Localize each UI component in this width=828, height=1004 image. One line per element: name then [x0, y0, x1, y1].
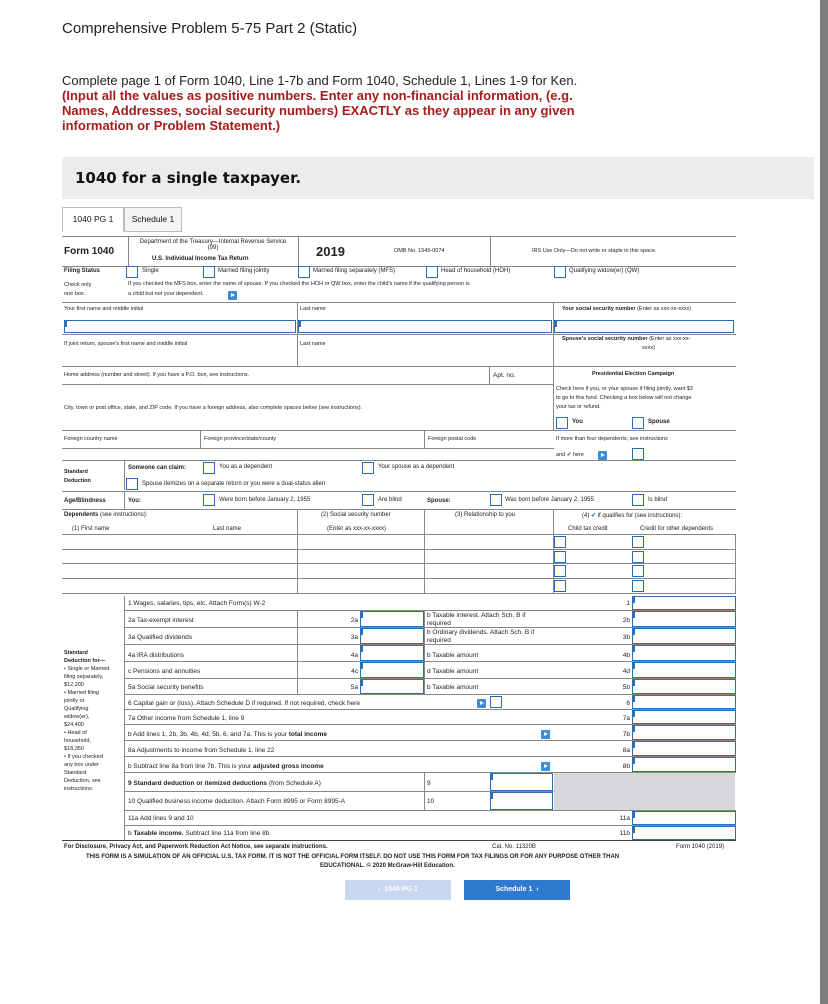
line-2a-number: 2a: [350, 617, 358, 624]
spouse-dependent-checkbox[interactable]: [362, 462, 374, 474]
instructions: [62, 73, 622, 133]
line-11b-letter: b: [128, 830, 132, 837]
first-name-label: Your first name and middle initial: [64, 306, 144, 312]
standard-deduction-label-2: Deduction: [64, 478, 91, 484]
simulation-notice: THIS FORM IS A SIMULATION OF AN OFFICIAL U.S. TAX FORM. IT IS NOT THE OFFICIAL FORM ITSELF. DO NOT USE THIS FORM FOR TAX FILINGS OR FOR ANY PURPOSE OTHER THAN: [86, 854, 620, 860]
line-11a-label: 11a Add lines 9 and 10: [128, 815, 194, 822]
irs-use-only: IRS Use Only—Do not write or staple in this space.: [532, 248, 657, 254]
dependents-check-here: [556, 452, 584, 458]
line-3a-label: 3a Qualified dividends: [128, 634, 192, 641]
line-8a-label: 8a Adjustments to income from Schedule 1, line 22: [128, 747, 275, 754]
copyright-notice: EDUCATIONAL. © 2020 McGraw-Hill Education.: [320, 863, 455, 869]
age-blindness-label: Age/Blindness: [64, 498, 106, 504]
ctc-checkbox-3[interactable]: [554, 565, 566, 577]
mfs-checkbox[interactable]: [298, 266, 310, 278]
filing-status-label: Filing Status: [64, 268, 100, 274]
tab-schedule-1[interactable]: Schedule 1: [124, 207, 182, 232]
side-line: Qualifying: [64, 706, 89, 712]
checkmark-icon: ✔: [566, 452, 572, 458]
spouse-last-name-label: Last name: [300, 341, 326, 347]
line-2b-number: 2b: [622, 617, 630, 624]
foreign-postal-label: Foreign postal code: [428, 436, 477, 442]
line-11a-number: 11a: [619, 815, 630, 822]
dependents-see-instructions: (see instructions):: [100, 512, 148, 518]
shaded-area: [554, 773, 735, 810]
age-you-label: You:: [128, 498, 141, 504]
instruction-text: Complete page 1 of Form 1040, Line 1-7b and Form 1040, Schedule 1, Lines 1-9 for Ken.: [62, 73, 578, 88]
dep-qualifies-header: [582, 512, 682, 519]
you-born-before-checkbox[interactable]: [203, 494, 215, 506]
ssn-label: [562, 306, 691, 312]
ctc-checkbox-2[interactable]: [554, 551, 566, 563]
total-income-text: total income: [288, 731, 327, 738]
spouse-ssn-hint: (Enter as xxx-xx-: [649, 336, 691, 342]
line-4b-label: b Taxable amount: [427, 652, 479, 659]
dep-ssn-header: (2) Social security number: [321, 512, 391, 518]
dependents-label-text: Dependents: [64, 512, 99, 518]
foreign-country-label: Foreign country name: [64, 436, 118, 442]
line-3b-input[interactable]: [632, 628, 736, 644]
ctc-checkbox-1[interactable]: [554, 536, 566, 548]
side-line: household,: [64, 738, 91, 744]
prev-button[interactable]: [345, 880, 451, 900]
line-8b-number: 8b: [622, 763, 630, 770]
line-11a-input[interactable]: [632, 811, 736, 825]
campaign-note-2: to go to this fund. Checking a box below will not change: [556, 395, 692, 401]
line-4c-label: c Pensions and annuities: [128, 668, 201, 675]
omb-number: OMB No. 1545-0074: [394, 248, 445, 254]
spouse-itemizes-label: Spouse itemizes on a separate return or you were a dual-status alien: [142, 481, 326, 487]
chevron-right-icon: ›: [536, 886, 539, 893]
you-dependent-label: You as a dependent: [219, 464, 273, 470]
line-7a-number: 7a: [622, 715, 630, 722]
line-2b-input[interactable]: [632, 611, 736, 627]
mfs-label: Married filing separately (MFS): [313, 268, 396, 274]
last-name-input[interactable]: [298, 320, 552, 333]
line-4d-input[interactable]: [632, 662, 736, 678]
line-2b-label: b Taxable interest. Attach Sch. B if: [427, 612, 526, 619]
here-text: here: [572, 452, 584, 458]
cod-checkbox-4[interactable]: [632, 580, 644, 592]
line-3a-number: 3a: [350, 634, 358, 641]
form-dept: Department of the Treasury—Internal Revenue Service (99): [139, 239, 287, 251]
side-line: • Head of: [64, 730, 87, 736]
more-dependents-note: If more than four dependents, see instructions: [556, 436, 668, 442]
line-3b-required: required: [427, 637, 451, 644]
city-label: City, town or post office, state, and ZIP code. If you have a foreign address, also complete spaces below (see instructions).: [64, 405, 363, 411]
dep-ssn-format: (Enter as xxx-xx-xxxx): [327, 526, 387, 532]
expand-icon[interactable]: [541, 730, 550, 739]
line-9-input[interactable]: [490, 773, 553, 791]
more-dependents-checkbox[interactable]: [632, 448, 644, 460]
spouse-ssn-label-text: Spouse's social security number: [562, 336, 648, 342]
dep-col4-text: if qualifies for (see instructions):: [597, 513, 683, 519]
spouse-blind-label: Is blind: [648, 497, 668, 503]
standard-deduction-sidebar: [64, 649, 124, 793]
expand-icon[interactable]: [477, 699, 486, 708]
line-1-label: 1 Wages, salaries, tips, etc. Attach Form(s) W-2: [128, 600, 266, 607]
campaign-you-label: You: [572, 419, 583, 425]
agi-text: adjusted gross income: [252, 763, 324, 770]
side-line: Standard: [64, 650, 88, 656]
line-4c-input[interactable]: [360, 662, 424, 678]
first-name-input[interactable]: [64, 320, 296, 333]
expand-icon[interactable]: [228, 291, 237, 300]
qw-checkbox[interactable]: [554, 266, 566, 278]
line-8a-input[interactable]: [632, 741, 736, 756]
last-name-label: Last name: [300, 306, 326, 312]
next-button[interactable]: [464, 880, 570, 900]
home-address-label: Home address (number and street). If you have a P.O. box, see instructions.: [64, 372, 250, 378]
line-8b-label: [128, 763, 324, 770]
you-born-before-label: Were born before January 2, 1955: [219, 497, 311, 503]
line-4c-number: 4c: [351, 668, 358, 675]
child-tax-credit-header: Child tax credit: [568, 526, 608, 532]
line-1-number: 1: [626, 600, 630, 607]
line-7a-label: 7a Other income from Schedule 1, line 9: [128, 715, 245, 722]
line-2a-input[interactable]: [360, 611, 424, 627]
line-9-label: [128, 780, 321, 787]
campaign-note-1: Check here if you, or your spouse if filing jointly, want $3: [556, 386, 693, 392]
line-10-label: 10 Qualified business income deduction. Attach Form 8995 or Form 8995-A: [128, 798, 346, 805]
mfj-checkbox[interactable]: [203, 266, 215, 278]
side-line: • If you checked: [64, 754, 103, 760]
side-line: jointly or: [64, 698, 85, 704]
you-dependent-checkbox[interactable]: [203, 462, 215, 474]
foreign-province-label: Foreign province/state/county: [204, 436, 277, 442]
line-5a-input[interactable]: [360, 679, 424, 694]
check-only-label: Check only: [64, 282, 92, 288]
line-3b-label: b Ordinary dividends. Attach Sch. B if: [427, 629, 535, 636]
line-7b-number: 7b: [622, 731, 630, 738]
scrollbar[interactable]: [820, 0, 828, 1004]
line-4b-number: 4b: [622, 652, 630, 659]
chevron-left-icon: ‹: [378, 886, 381, 893]
side-line: any box under: [64, 762, 99, 768]
line-6-input[interactable]: [632, 695, 736, 709]
section-title: 1040 for a single taxpayer.: [75, 169, 302, 187]
ctc-checkbox-4[interactable]: [554, 580, 566, 592]
campaign-you-checkbox[interactable]: [556, 417, 568, 429]
line-4a-number: 4a: [350, 652, 358, 659]
side-line: filing separately,: [64, 674, 104, 680]
spouse-itemizes-checkbox[interactable]: [126, 478, 138, 490]
line-7a-input[interactable]: [632, 710, 736, 724]
dep-relationship-header: (3) Relationship to you: [455, 512, 516, 518]
ssn-label-text: Your social security number: [562, 306, 636, 312]
next-label: Schedule 1: [495, 886, 533, 893]
taxable-income-text: Taxable income.: [133, 830, 184, 837]
side-line: instructions.: [64, 786, 94, 792]
line-4a-label: 4a IRA distributions: [128, 652, 185, 659]
hoh-checkbox[interactable]: [426, 266, 438, 278]
spouse-first-name-label: If joint return, spouse's first name and middle initial: [64, 341, 188, 347]
spouse-ssn-label: [562, 336, 690, 342]
form-1040: [62, 232, 736, 852]
line-11b-label: [128, 830, 269, 837]
line-5a-number: 5a: [350, 684, 358, 691]
line-8b-text: b Subtract line 8a from line 7b. This is your: [128, 763, 252, 770]
line-4b-input[interactable]: [632, 645, 736, 661]
line-10-number: 10: [427, 798, 435, 805]
expand-icon[interactable]: [541, 762, 550, 771]
line-5b-input[interactable]: [632, 679, 736, 694]
side-line: $12,200: [64, 682, 84, 688]
dep-first-name-header: (1) First name: [72, 526, 110, 532]
line-8b-input[interactable]: [632, 757, 736, 772]
apt-label: Apt. no.: [493, 372, 516, 379]
ssn-hint: (Enter as xxx-xx-xxxx): [637, 306, 692, 312]
presidential-campaign-label: Presidential Election Campaign: [592, 371, 675, 377]
cat-number: Cat. No. 11320B: [492, 844, 536, 850]
line-6-number: 6: [626, 700, 630, 707]
cod-checkbox-2[interactable]: [632, 551, 644, 563]
cod-checkbox-3[interactable]: [632, 565, 644, 577]
form-year: 2019: [316, 244, 345, 259]
side-line: widow(er),: [64, 714, 90, 720]
line-2b-required: required: [427, 620, 451, 627]
line-5b-number: 5b: [622, 684, 630, 691]
tab-1040-pg1[interactable]: 1040 PG 1: [62, 207, 124, 232]
line-1-input[interactable]: [632, 596, 736, 610]
expand-icon[interactable]: [598, 451, 607, 460]
line-5b-label: b Taxable amount: [427, 684, 479, 691]
line-11b-number: 11b: [619, 830, 630, 837]
form-subtitle: U.S. Individual Income Tax Return: [152, 256, 249, 262]
side-line: Deduction for—: [64, 658, 106, 664]
side-line: $18,350: [64, 746, 84, 752]
line-7b-label: [128, 731, 327, 738]
and-text: and: [556, 452, 566, 458]
you-blind-label: Are blind: [378, 497, 402, 503]
qw-label: Qualifying widow(er) (QW): [569, 268, 640, 274]
side-line: Deduction, see: [64, 778, 101, 784]
line-4d-number: 4d: [622, 668, 630, 675]
single-label: Single: [142, 268, 159, 274]
dep-col4-number: (4): [582, 513, 590, 519]
prev-label: 1040 PG 1: [384, 886, 418, 893]
form-name: Form 1040: [64, 246, 115, 257]
mfj-label: Married filing jointly: [218, 268, 270, 274]
instruction-warning: (Input all the values as positive numbers. Enter any non-financial information, (e.g. Names, Addresses, social security numbers) EXACTLY as they appear in any given information or Problem Statement.): [62, 88, 575, 133]
disclosure-notice: For Disclosure, Privacy Act, and Paperwork Reduction Act Notice, see separate instructions.: [64, 844, 328, 850]
spouse-dependent-label: Your spouse as a dependent: [378, 464, 455, 470]
line-2a-label: 2a Tax-exempt interest: [128, 617, 194, 624]
line-10-input[interactable]: [490, 792, 553, 810]
side-line: $24,400: [64, 722, 84, 728]
line-9-source: (from Schedule A): [268, 780, 321, 787]
cod-checkbox-1[interactable]: [632, 536, 644, 548]
line-4a-input[interactable]: [360, 645, 424, 661]
one-box-label: one box.: [64, 291, 86, 297]
line-6-checkbox[interactable]: [490, 696, 502, 708]
campaign-note-3: your tax or refund.: [556, 404, 601, 410]
form-footer-id: Form 1040 (2019): [676, 844, 725, 850]
line-5a-label: 5a Social security benefits: [128, 684, 204, 691]
dependents-label: [64, 512, 147, 518]
standard-deduction-label: Standard: [64, 469, 88, 475]
line-3b-number: 3b: [622, 634, 630, 641]
page-title: Comprehensive Problem 5-75 Part 2 (Static): [62, 20, 358, 37]
mfs-note: If you checked the MFS box, enter the name of spouse. If you checked the HOH or QW box, enter the child's name if the qualifying person is: [128, 281, 470, 287]
age-spouse-label: Spouse:: [427, 498, 451, 504]
ssn-input[interactable]: [554, 320, 734, 333]
section-header: [62, 157, 814, 199]
line-9-text: 9 Standard deduction or itemized deductions: [128, 780, 268, 787]
you-blind-checkbox[interactable]: [362, 494, 374, 506]
line-7b-input[interactable]: [632, 725, 736, 740]
line-11b-text: Subtract line 11a from line 8b: [185, 830, 270, 837]
line-9-number: 9: [427, 780, 431, 787]
spouse-born-before-label: Was born before January 2, 1955: [505, 497, 594, 503]
line-6-label: 6 Capital gain or (loss). Attach Schedule D if required. If not required, check here: [128, 700, 360, 707]
line-8a-number: 8a: [622, 747, 630, 754]
side-line: • Single or Married: [64, 666, 110, 672]
side-line: • Married filing: [64, 690, 99, 696]
line-3a-input[interactable]: [360, 628, 424, 644]
campaign-spouse-label: Spouse: [648, 419, 670, 425]
mfs-note-2: a child but not your dependent.: [128, 291, 204, 297]
hoh-label: Head of household (HOH): [441, 268, 511, 274]
spouse-born-before-checkbox[interactable]: [490, 494, 502, 506]
campaign-spouse-checkbox[interactable]: [632, 417, 644, 429]
someone-can-claim-label: Someone can claim:: [128, 465, 187, 471]
spouse-blind-checkbox[interactable]: [632, 494, 644, 506]
single-checkbox[interactable]: [126, 266, 138, 278]
spouse-ssn-hint-2: xxxx): [642, 345, 655, 351]
line-4d-label: d Taxable amount: [427, 668, 479, 675]
line-7b-text: b Add lines 1, 2b, 3b, 4b, 4d, 5b, 6, and 7a. This is your: [128, 731, 287, 738]
dep-last-name-header: Last name: [213, 526, 242, 532]
other-dependents-credit-header: Credit for other dependents: [640, 526, 714, 532]
side-line: Standard: [64, 770, 87, 776]
line-11b-input[interactable]: [632, 826, 736, 840]
checkmark-icon: ✔: [591, 513, 597, 519]
